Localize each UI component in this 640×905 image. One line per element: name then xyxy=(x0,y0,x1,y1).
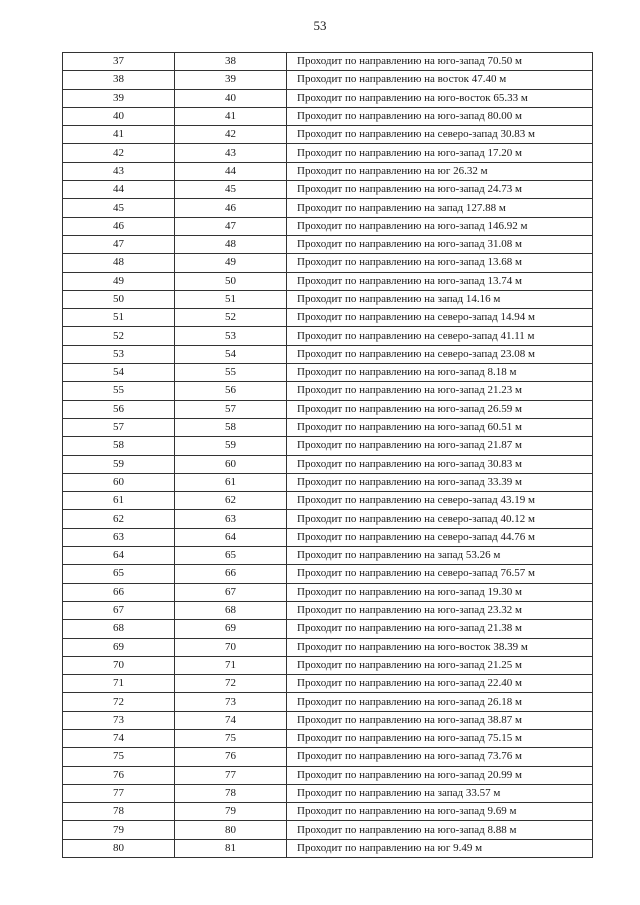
point-to-cell: 49 xyxy=(175,254,287,272)
table-row xyxy=(63,656,593,674)
table-row xyxy=(63,492,593,510)
point-from-cell: 76 xyxy=(63,766,175,784)
table-row xyxy=(63,89,593,107)
point-to-cell: 76 xyxy=(175,748,287,766)
table-row xyxy=(63,437,593,455)
point-from-cell: 63 xyxy=(63,528,175,546)
direction-description-cell: Проходит по направлению на запад 127.88 м xyxy=(287,199,593,217)
point-from-cell: 40 xyxy=(63,107,175,125)
point-from-cell: 69 xyxy=(63,638,175,656)
point-to-cell: 52 xyxy=(175,309,287,327)
direction-description-cell: Проходит по направлению на юго-запад 38.87 м xyxy=(287,711,593,729)
direction-description-cell: Проходит по направлению на юго-запад 24.73 м xyxy=(287,181,593,199)
direction-description-cell: Проходит по направлению на юго-запад 21.87 м xyxy=(287,437,593,455)
point-to-cell: 46 xyxy=(175,199,287,217)
direction-description-cell: Проходит по направлению на юго-запад 23.32 м xyxy=(287,601,593,619)
point-from-cell: 62 xyxy=(63,510,175,528)
table-row xyxy=(63,364,593,382)
direction-description-cell: Проходит по направлению на юго-запад 13.74 м xyxy=(287,272,593,290)
point-to-cell: 77 xyxy=(175,766,287,784)
point-to-cell: 44 xyxy=(175,162,287,180)
table-row xyxy=(63,766,593,784)
direction-description-cell: Проходит по направлению на юго-запад 60.51 м xyxy=(287,418,593,436)
direction-description-cell: Проходит по направлению на северо-запад 41.11 м xyxy=(287,327,593,345)
point-to-cell: 70 xyxy=(175,638,287,656)
table-row xyxy=(63,272,593,290)
boundary-table-body xyxy=(63,53,593,858)
point-from-cell: 42 xyxy=(63,144,175,162)
point-to-cell: 72 xyxy=(175,675,287,693)
point-to-cell: 61 xyxy=(175,473,287,491)
point-to-cell: 38 xyxy=(175,53,287,71)
boundary-table xyxy=(62,52,593,858)
point-from-cell: 44 xyxy=(63,181,175,199)
table-row xyxy=(63,455,593,473)
point-from-cell: 53 xyxy=(63,345,175,363)
direction-description-cell: Проходит по направлению на юго-запад 80.00 м xyxy=(287,107,593,125)
direction-description-cell: Проходит по направлению на юг 26.32 м xyxy=(287,162,593,180)
direction-description-cell: Проходит по направлению на юго-запад 13.68 м xyxy=(287,254,593,272)
point-to-cell: 73 xyxy=(175,693,287,711)
point-to-cell: 79 xyxy=(175,803,287,821)
direction-description-cell: Проходит по направлению на юго-запад 9.69 м xyxy=(287,803,593,821)
point-from-cell: 77 xyxy=(63,784,175,802)
direction-description-cell: Проходит по направлению на юго-запад 70.50 м xyxy=(287,53,593,71)
table-row xyxy=(63,821,593,839)
point-to-cell: 39 xyxy=(175,71,287,89)
point-to-cell: 66 xyxy=(175,565,287,583)
direction-description-cell: Проходит по направлению на юго-запад 26.18 м xyxy=(287,693,593,711)
point-to-cell: 68 xyxy=(175,601,287,619)
direction-description-cell: Проходит по направлению на запад 53.26 м xyxy=(287,547,593,565)
table-row xyxy=(63,583,593,601)
point-from-cell: 51 xyxy=(63,309,175,327)
table-row xyxy=(63,620,593,638)
point-from-cell: 60 xyxy=(63,473,175,491)
table-row xyxy=(63,601,593,619)
point-to-cell: 58 xyxy=(175,418,287,436)
direction-description-cell: Проходит по направлению на юго-восток 65.33 м xyxy=(287,89,593,107)
direction-description-cell: Проходит по направлению на юго-запад 21.38 м xyxy=(287,620,593,638)
point-from-cell: 80 xyxy=(63,839,175,857)
direction-description-cell: Проходит по направлению на юго-запад 26.59 м xyxy=(287,400,593,418)
table-row xyxy=(63,290,593,308)
table-row xyxy=(63,71,593,89)
point-from-cell: 65 xyxy=(63,565,175,583)
direction-description-cell: Проходит по направлению на юго-запад 75.15 м xyxy=(287,729,593,747)
table-row xyxy=(63,418,593,436)
direction-description-cell: Проходит по направлению на юго-запад 21.25 м xyxy=(287,656,593,674)
direction-description-cell: Проходит по направлению на северо-запад 40.12 м xyxy=(287,510,593,528)
point-from-cell: 52 xyxy=(63,327,175,345)
direction-description-cell: Проходит по направлению на юго-запад 8.88 м xyxy=(287,821,593,839)
point-to-cell: 81 xyxy=(175,839,287,857)
direction-description-cell: Проходит по направлению на юго-запад 8.18 м xyxy=(287,364,593,382)
table-row xyxy=(63,126,593,144)
table-row xyxy=(63,254,593,272)
page-number: 53 xyxy=(313,18,327,33)
table-row xyxy=(63,53,593,71)
point-from-cell: 75 xyxy=(63,748,175,766)
point-from-cell: 41 xyxy=(63,126,175,144)
point-to-cell: 48 xyxy=(175,235,287,253)
table-row xyxy=(63,528,593,546)
direction-description-cell: Проходит по направлению на юго-запад 22.40 м xyxy=(287,675,593,693)
direction-description-cell: Проходит по направлению на северо-запад 44.76 м xyxy=(287,528,593,546)
point-to-cell: 51 xyxy=(175,290,287,308)
direction-description-cell: Проходит по направлению на восток 47.40 м xyxy=(287,71,593,89)
direction-description-cell: Проходит по направлению на юго-запад 21.23 м xyxy=(287,382,593,400)
table-row xyxy=(63,748,593,766)
table-row xyxy=(63,693,593,711)
table-row xyxy=(63,839,593,857)
point-to-cell: 74 xyxy=(175,711,287,729)
point-to-cell: 42 xyxy=(175,126,287,144)
point-from-cell: 73 xyxy=(63,711,175,729)
point-to-cell: 59 xyxy=(175,437,287,455)
point-from-cell: 48 xyxy=(63,254,175,272)
boundary-table-container xyxy=(62,52,592,858)
table-row xyxy=(63,803,593,821)
table-row xyxy=(63,638,593,656)
point-from-cell: 61 xyxy=(63,492,175,510)
point-to-cell: 57 xyxy=(175,400,287,418)
point-to-cell: 50 xyxy=(175,272,287,290)
table-row xyxy=(63,510,593,528)
direction-description-cell: Проходит по направлению на юго-запад 73.76 м xyxy=(287,748,593,766)
table-row xyxy=(63,327,593,345)
point-to-cell: 41 xyxy=(175,107,287,125)
point-to-cell: 43 xyxy=(175,144,287,162)
point-from-cell: 78 xyxy=(63,803,175,821)
point-from-cell: 79 xyxy=(63,821,175,839)
point-to-cell: 45 xyxy=(175,181,287,199)
point-to-cell: 54 xyxy=(175,345,287,363)
point-to-cell: 63 xyxy=(175,510,287,528)
direction-description-cell: Проходит по направлению на юго-запад 19.30 м xyxy=(287,583,593,601)
table-row xyxy=(63,217,593,235)
table-row xyxy=(63,107,593,125)
point-to-cell: 71 xyxy=(175,656,287,674)
direction-description-cell: Проходит по направлению на северо-запад 43.19 м xyxy=(287,492,593,510)
point-from-cell: 39 xyxy=(63,89,175,107)
point-to-cell: 47 xyxy=(175,217,287,235)
point-from-cell: 56 xyxy=(63,400,175,418)
direction-description-cell: Проходит по направлению на юго-запад 33.39 м xyxy=(287,473,593,491)
point-to-cell: 62 xyxy=(175,492,287,510)
point-to-cell: 80 xyxy=(175,821,287,839)
point-from-cell: 67 xyxy=(63,601,175,619)
table-row xyxy=(63,675,593,693)
table-row xyxy=(63,345,593,363)
point-from-cell: 64 xyxy=(63,547,175,565)
direction-description-cell: Проходит по направлению на северо-запад 30.83 м xyxy=(287,126,593,144)
direction-description-cell: Проходит по направлению на юго-запад 30.83 м xyxy=(287,455,593,473)
point-from-cell: 54 xyxy=(63,364,175,382)
table-row xyxy=(63,235,593,253)
table-row xyxy=(63,162,593,180)
point-from-cell: 38 xyxy=(63,71,175,89)
direction-description-cell: Проходит по направлению на юго-запад 31.08 м xyxy=(287,235,593,253)
table-row xyxy=(63,309,593,327)
table-row xyxy=(63,181,593,199)
point-from-cell: 46 xyxy=(63,217,175,235)
point-to-cell: 64 xyxy=(175,528,287,546)
table-row xyxy=(63,711,593,729)
point-from-cell: 37 xyxy=(63,53,175,71)
point-to-cell: 40 xyxy=(175,89,287,107)
direction-description-cell: Проходит по направлению на запад 33.57 м xyxy=(287,784,593,802)
table-row xyxy=(63,565,593,583)
point-from-cell: 59 xyxy=(63,455,175,473)
point-from-cell: 47 xyxy=(63,235,175,253)
table-row xyxy=(63,784,593,802)
point-to-cell: 55 xyxy=(175,364,287,382)
direction-description-cell: Проходит по направлению на юго-запад 20.99 м xyxy=(287,766,593,784)
point-to-cell: 56 xyxy=(175,382,287,400)
point-from-cell: 45 xyxy=(63,199,175,217)
point-to-cell: 60 xyxy=(175,455,287,473)
point-to-cell: 65 xyxy=(175,547,287,565)
table-row xyxy=(63,400,593,418)
direction-description-cell: Проходит по направлению на юго-восток 38.39 м xyxy=(287,638,593,656)
point-from-cell: 55 xyxy=(63,382,175,400)
point-from-cell: 49 xyxy=(63,272,175,290)
direction-description-cell: Проходит по направлению на юго-запад 17.20 м xyxy=(287,144,593,162)
point-from-cell: 50 xyxy=(63,290,175,308)
point-from-cell: 71 xyxy=(63,675,175,693)
direction-description-cell: Проходит по направлению на северо-запад 76.57 м xyxy=(287,565,593,583)
table-row xyxy=(63,144,593,162)
point-from-cell: 74 xyxy=(63,729,175,747)
direction-description-cell: Проходит по направлению на запад 14.16 м xyxy=(287,290,593,308)
point-to-cell: 53 xyxy=(175,327,287,345)
table-row xyxy=(63,199,593,217)
table-row xyxy=(63,547,593,565)
table-row xyxy=(63,729,593,747)
table-row xyxy=(63,382,593,400)
point-from-cell: 43 xyxy=(63,162,175,180)
point-from-cell: 70 xyxy=(63,656,175,674)
direction-description-cell: Проходит по направлению на северо-запад 23.08 м xyxy=(287,345,593,363)
point-to-cell: 78 xyxy=(175,784,287,802)
point-to-cell: 75 xyxy=(175,729,287,747)
direction-description-cell: Проходит по направлению на северо-запад 14.94 м xyxy=(287,309,593,327)
point-from-cell: 58 xyxy=(63,437,175,455)
direction-description-cell: Проходит по направлению на юг 9.49 м xyxy=(287,839,593,857)
direction-description-cell: Проходит по направлению на юго-запад 146.92 м xyxy=(287,217,593,235)
point-from-cell: 66 xyxy=(63,583,175,601)
point-from-cell: 57 xyxy=(63,418,175,436)
point-from-cell: 68 xyxy=(63,620,175,638)
table-row xyxy=(63,473,593,491)
point-to-cell: 69 xyxy=(175,620,287,638)
point-to-cell: 67 xyxy=(175,583,287,601)
point-from-cell: 72 xyxy=(63,693,175,711)
